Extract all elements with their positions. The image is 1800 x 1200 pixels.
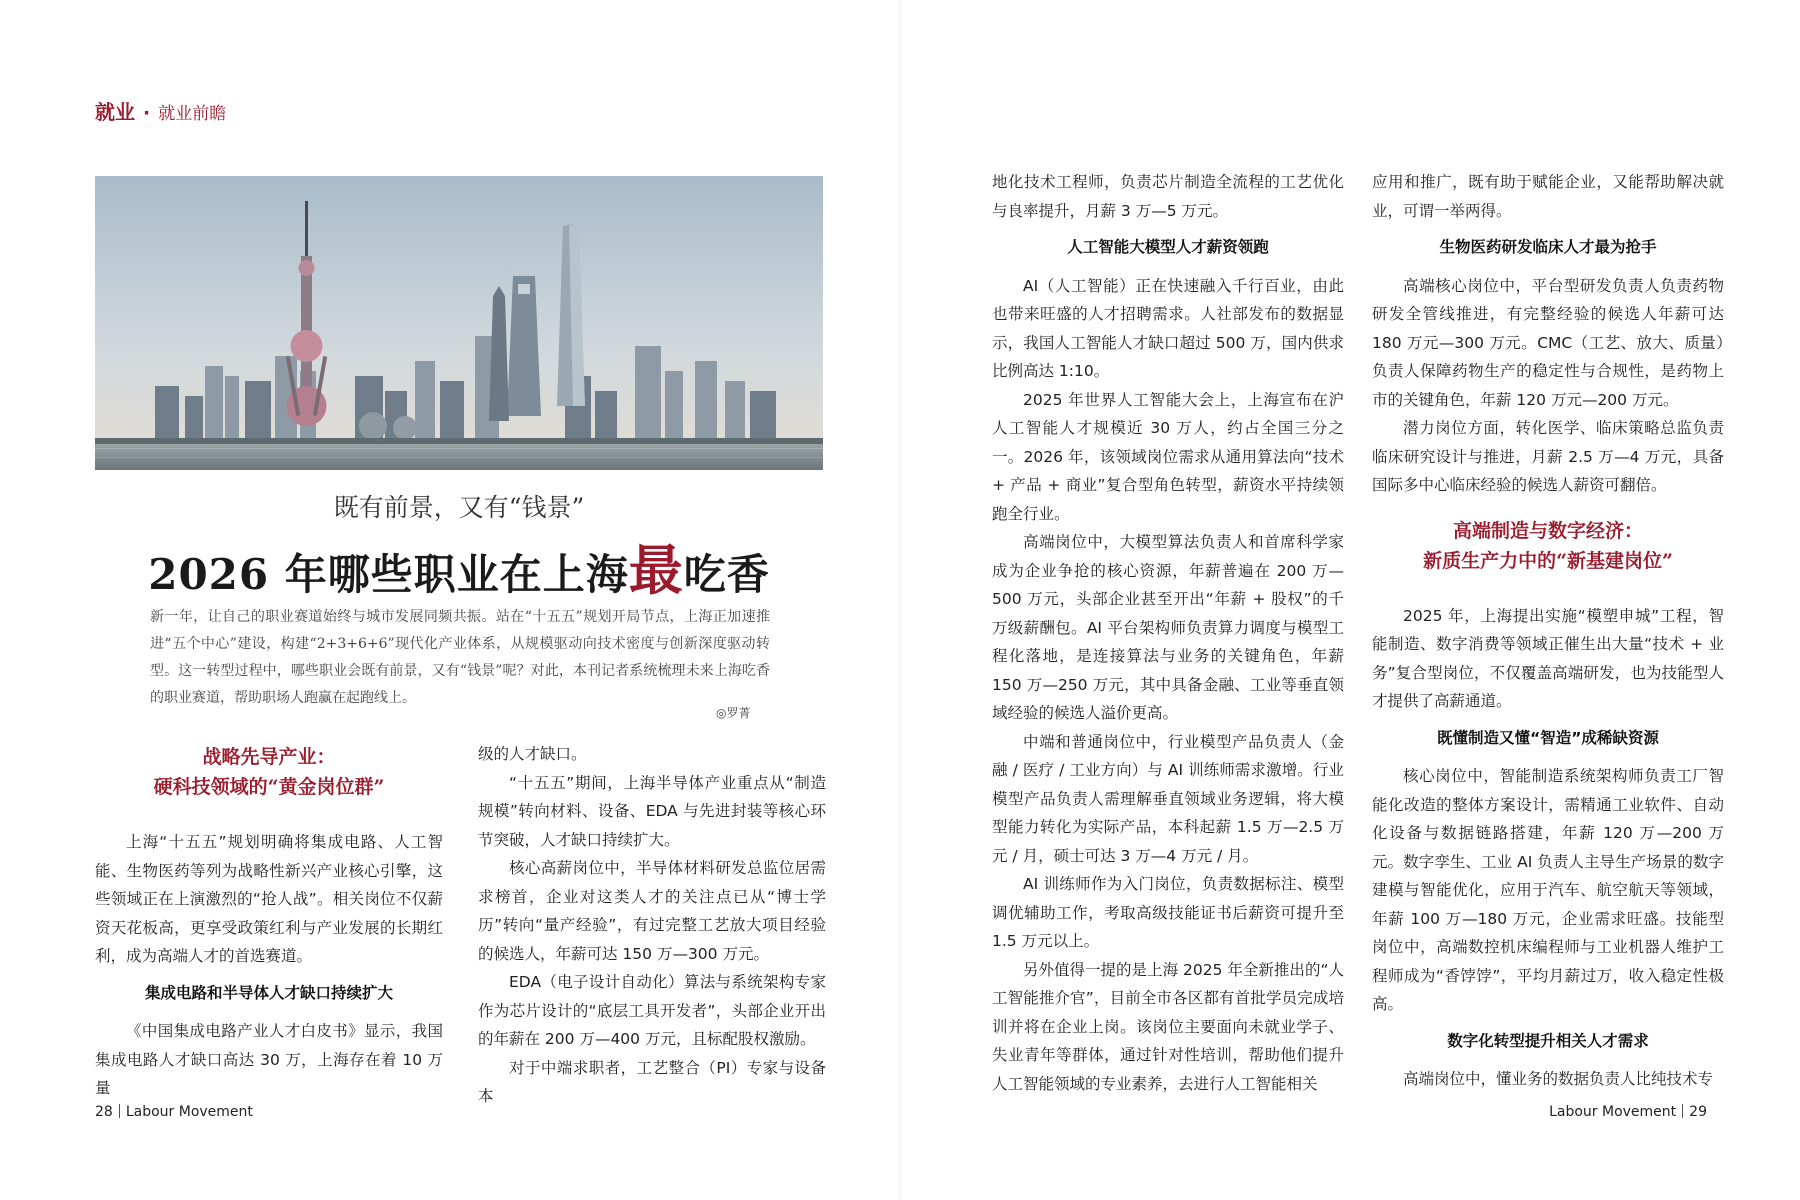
text-column-1 xyxy=(95,742,443,1103)
page-footer-right xyxy=(1549,1104,1707,1120)
paragraph: 高端岗位中，懂业务的数据负责人比纯技术专 xyxy=(1403,1070,1714,1088)
heading-line: 高端制造与数字经济： xyxy=(1452,519,1643,542)
paragraph: 核心高薪岗位中，半导体材料研发总监位居需求榜首，企业对这类人才的关注点已从“博士学历”转向“量产经验”，有过完整工艺放大项目经验的候选人，年薪可达 150 万—300 万元。 xyxy=(478,859,826,963)
section-heading-manufacturing xyxy=(1372,516,1724,576)
publication-name: Labour Movement xyxy=(1549,1104,1677,1120)
paragraph: 《中国集成电路产业人才白皮书》显示，我国集成电路人才缺口高达 30 万，上海存在着 10 万量 xyxy=(95,1022,443,1097)
subheading-ic: 集成电路和半导体人才缺口持续扩大 xyxy=(144,983,393,1002)
section-header xyxy=(95,96,226,125)
subheading-smart-manufacturing: 既懂制造又懂“智造”成稀缺资源 xyxy=(1437,728,1659,747)
paragraph: 级的人才缺口。 xyxy=(478,745,587,763)
shanghai-skyline-illustration xyxy=(95,176,823,470)
paragraph: 对于中端求职者，工艺整合（PI）专家与设备本 xyxy=(478,1058,826,1105)
article-kicker: 既有前景，又有“钱景” xyxy=(333,493,585,522)
section-title: 就业 xyxy=(95,100,135,124)
article-headline xyxy=(95,528,823,605)
subheading-digital-transformation: 数字化转型提升相关人才需求 xyxy=(1447,1031,1649,1050)
heading-line: 硬科技领域的“黄金岗位群” xyxy=(153,776,385,798)
paragraph: 上海“十五五”规划明确将集成电路、人工智能、生物医药等列为战略性新兴产业核心引擎，这些领域正在上演激烈的“抢人战”。相关岗位不仅薪资天花板高，更享受政策红利与产业发展的长期红利，成为高端人才的首选赛道。 xyxy=(95,833,443,965)
headline-text-end: 吃香 xyxy=(683,550,770,599)
right-page xyxy=(900,0,1800,1200)
paragraph: 2025 年，上海提出实施“模塑申城”工程，智能制造、数字消费等领域正催生出大量“技术 + 业务”复合型岗位，不仅覆盖高端研发，也为技能型人才提供了高薪通道。 xyxy=(1372,606,1724,710)
headline-text: 2026 年哪些职业在上海 xyxy=(148,550,629,599)
folio-divider xyxy=(1682,1104,1683,1118)
paragraph: 中端和普通岗位中，行业模型产品负责人（金融 / 医疗 / 工业方向）与 AI 训练师需求激增。行业模型产品负责人需理解垂直领域业务逻辑，将大模型能力转化为实际产品，本科起薪 1.5 万—2.5 万元 / 月，硕士可达 3 万—4 万元 / 月。 xyxy=(992,732,1344,865)
text-column-3 xyxy=(992,168,1344,1098)
page-number: 28 xyxy=(95,1104,113,1120)
paragraph: 潜力岗位方面，转化医学、临床策略总监负责临床研究设计与推进，月薪 2.5 万—4 万元，具备国际多中心临床经验的候选人薪资可翻倍。 xyxy=(1372,419,1724,494)
page-footer-left xyxy=(95,1104,253,1120)
paragraph: “十五五”期间，上海半导体产业重点从“制造规模”转向材料、设备、EDA 与先进封装等核心环节突破，人才缺口持续扩大。 xyxy=(478,773,826,849)
section-separator: · xyxy=(143,102,151,124)
paragraph: EDA（电子设计自动化）算法与系统架构专家作为芯片设计的“底层工具开发者”，头部企业开出的年薪在 200 万—400 万元，且标配股权激励。 xyxy=(478,973,826,1048)
heading-line: 新质生产力中的“新基建岗位” xyxy=(1423,549,1673,572)
paragraph: 地化技术工程师，负责芯片制造全流程的工艺优化与良率提升，月薪 3 万—5 万元。 xyxy=(992,173,1344,220)
article-lead: 新一年，让自己的职业赛道始终与城市发展同频共振。站在“十五五”规划开局节点，上海正加速推进“五个中心”建设，构建“2+3+6+6”现代化产业体系，从规模驱动向技术密度与创新深度驱动转型。这一转型过程中，哪些职业会既有前景，又有“钱景”呢？对此，本刊记者系统梳理未来上海吃香的职业赛道，帮助职场人跑赢在起跑线上。 xyxy=(150,609,770,706)
paragraph: AI 训练师作为入门岗位，负责数据标注、模型调优辅助工作，考取高级技能证书后薪资可提升至 1.5 万元以上。 xyxy=(992,875,1344,950)
subheading-ai: 人工智能大模型人才薪资领跑 xyxy=(1067,238,1269,256)
paragraph: 另外值得一提的是上海 2025 年全新推出的“人工智能推介官”，目前全市各区都有首批学员完成培训并将在企业上岗。该岗位主要面向未就业学子、失业青年等群体，通过针对性培训，帮助他们提升人工智能领域的专业素养，去进行人工智能相关 xyxy=(992,960,1344,1093)
paragraph: 应用和推广，既有助于赋能企业，又能帮助解决就业，可谓一举两得。 xyxy=(1372,173,1724,220)
headline-accent: 最 xyxy=(628,538,684,602)
page-number: 29 xyxy=(1689,1104,1707,1120)
paragraph: AI（人工智能）正在快速融入千行百业，由此也带来旺盛的人才招聘需求。人社部发布的数据显示，我国人工智能人才缺口超过 500 万，国内供求比例高达 1:10。 xyxy=(992,276,1344,380)
publication-name: Labour Movement xyxy=(125,1104,253,1120)
paragraph: 高端核心岗位中，平台型研发负责人负责药物研发全管线推进，有完整经验的候选人年薪可达 180 万元—300 万元。CMC（工艺、放大、质量）负责人保障药物生产的稳定性与合规性，是药物上市的关键角色，年薪 120 万元—200 万元。 xyxy=(1372,276,1724,409)
text-column-2 xyxy=(478,740,826,1111)
folio-divider xyxy=(119,1104,120,1118)
heading-line: 战略先导产业： xyxy=(202,746,336,768)
section-subtitle: 就业前瞻 xyxy=(158,104,227,124)
text-column-4 xyxy=(1372,168,1724,1094)
paragraph: 核心岗位中，智能制造系统架构师负责工厂智能化改造的整体方案设计，需精通工业软件、自动化设备与数据链路搭建，年薪 120 万—200 万元。数字孪生、工业 AI 负责人主导生产场景的数字建模与智能优化，应用于汽车、航空航天等领域，年薪 100 万—180 万元，企业需求旺盛。技能型岗位中，高端数控机床编程师与工业机器人维护工程师成为“香饽饽”，平均月薪过万，收入稳定性极高。 xyxy=(1372,767,1724,1013)
author-credit: ◎罗菁 xyxy=(716,706,751,720)
paragraph: 高端岗位中，大模型算法负责人和首席科学家成为企业争抢的核心资源，年薪普遍在 200 万—500 万元，头部企业甚至开出“年薪 + 股权”的千万级薪酬包。AI 平台架构师负责算力调度与模型工程化落地，是连接算法与业务的关键角色，年薪 150 万—250 万元，其中具备金融、工业等垂直领域经验的候选人溢价更高。 xyxy=(992,533,1344,722)
subheading-biomed: 生物医药研发临床人才最为抢手 xyxy=(1439,238,1657,256)
paragraph: 2025 年世界人工智能大会上，上海宣布在沪人工智能人才规模近 30 万人，约占全国三分之一。2026 年，该领域岗位需求从通用算法向“技术 + 产品 + 商业”复合型角色转型，薪资水平持续领跑全行业。 xyxy=(992,390,1344,523)
hero-image xyxy=(95,176,823,470)
section-heading-strategic xyxy=(95,742,443,802)
